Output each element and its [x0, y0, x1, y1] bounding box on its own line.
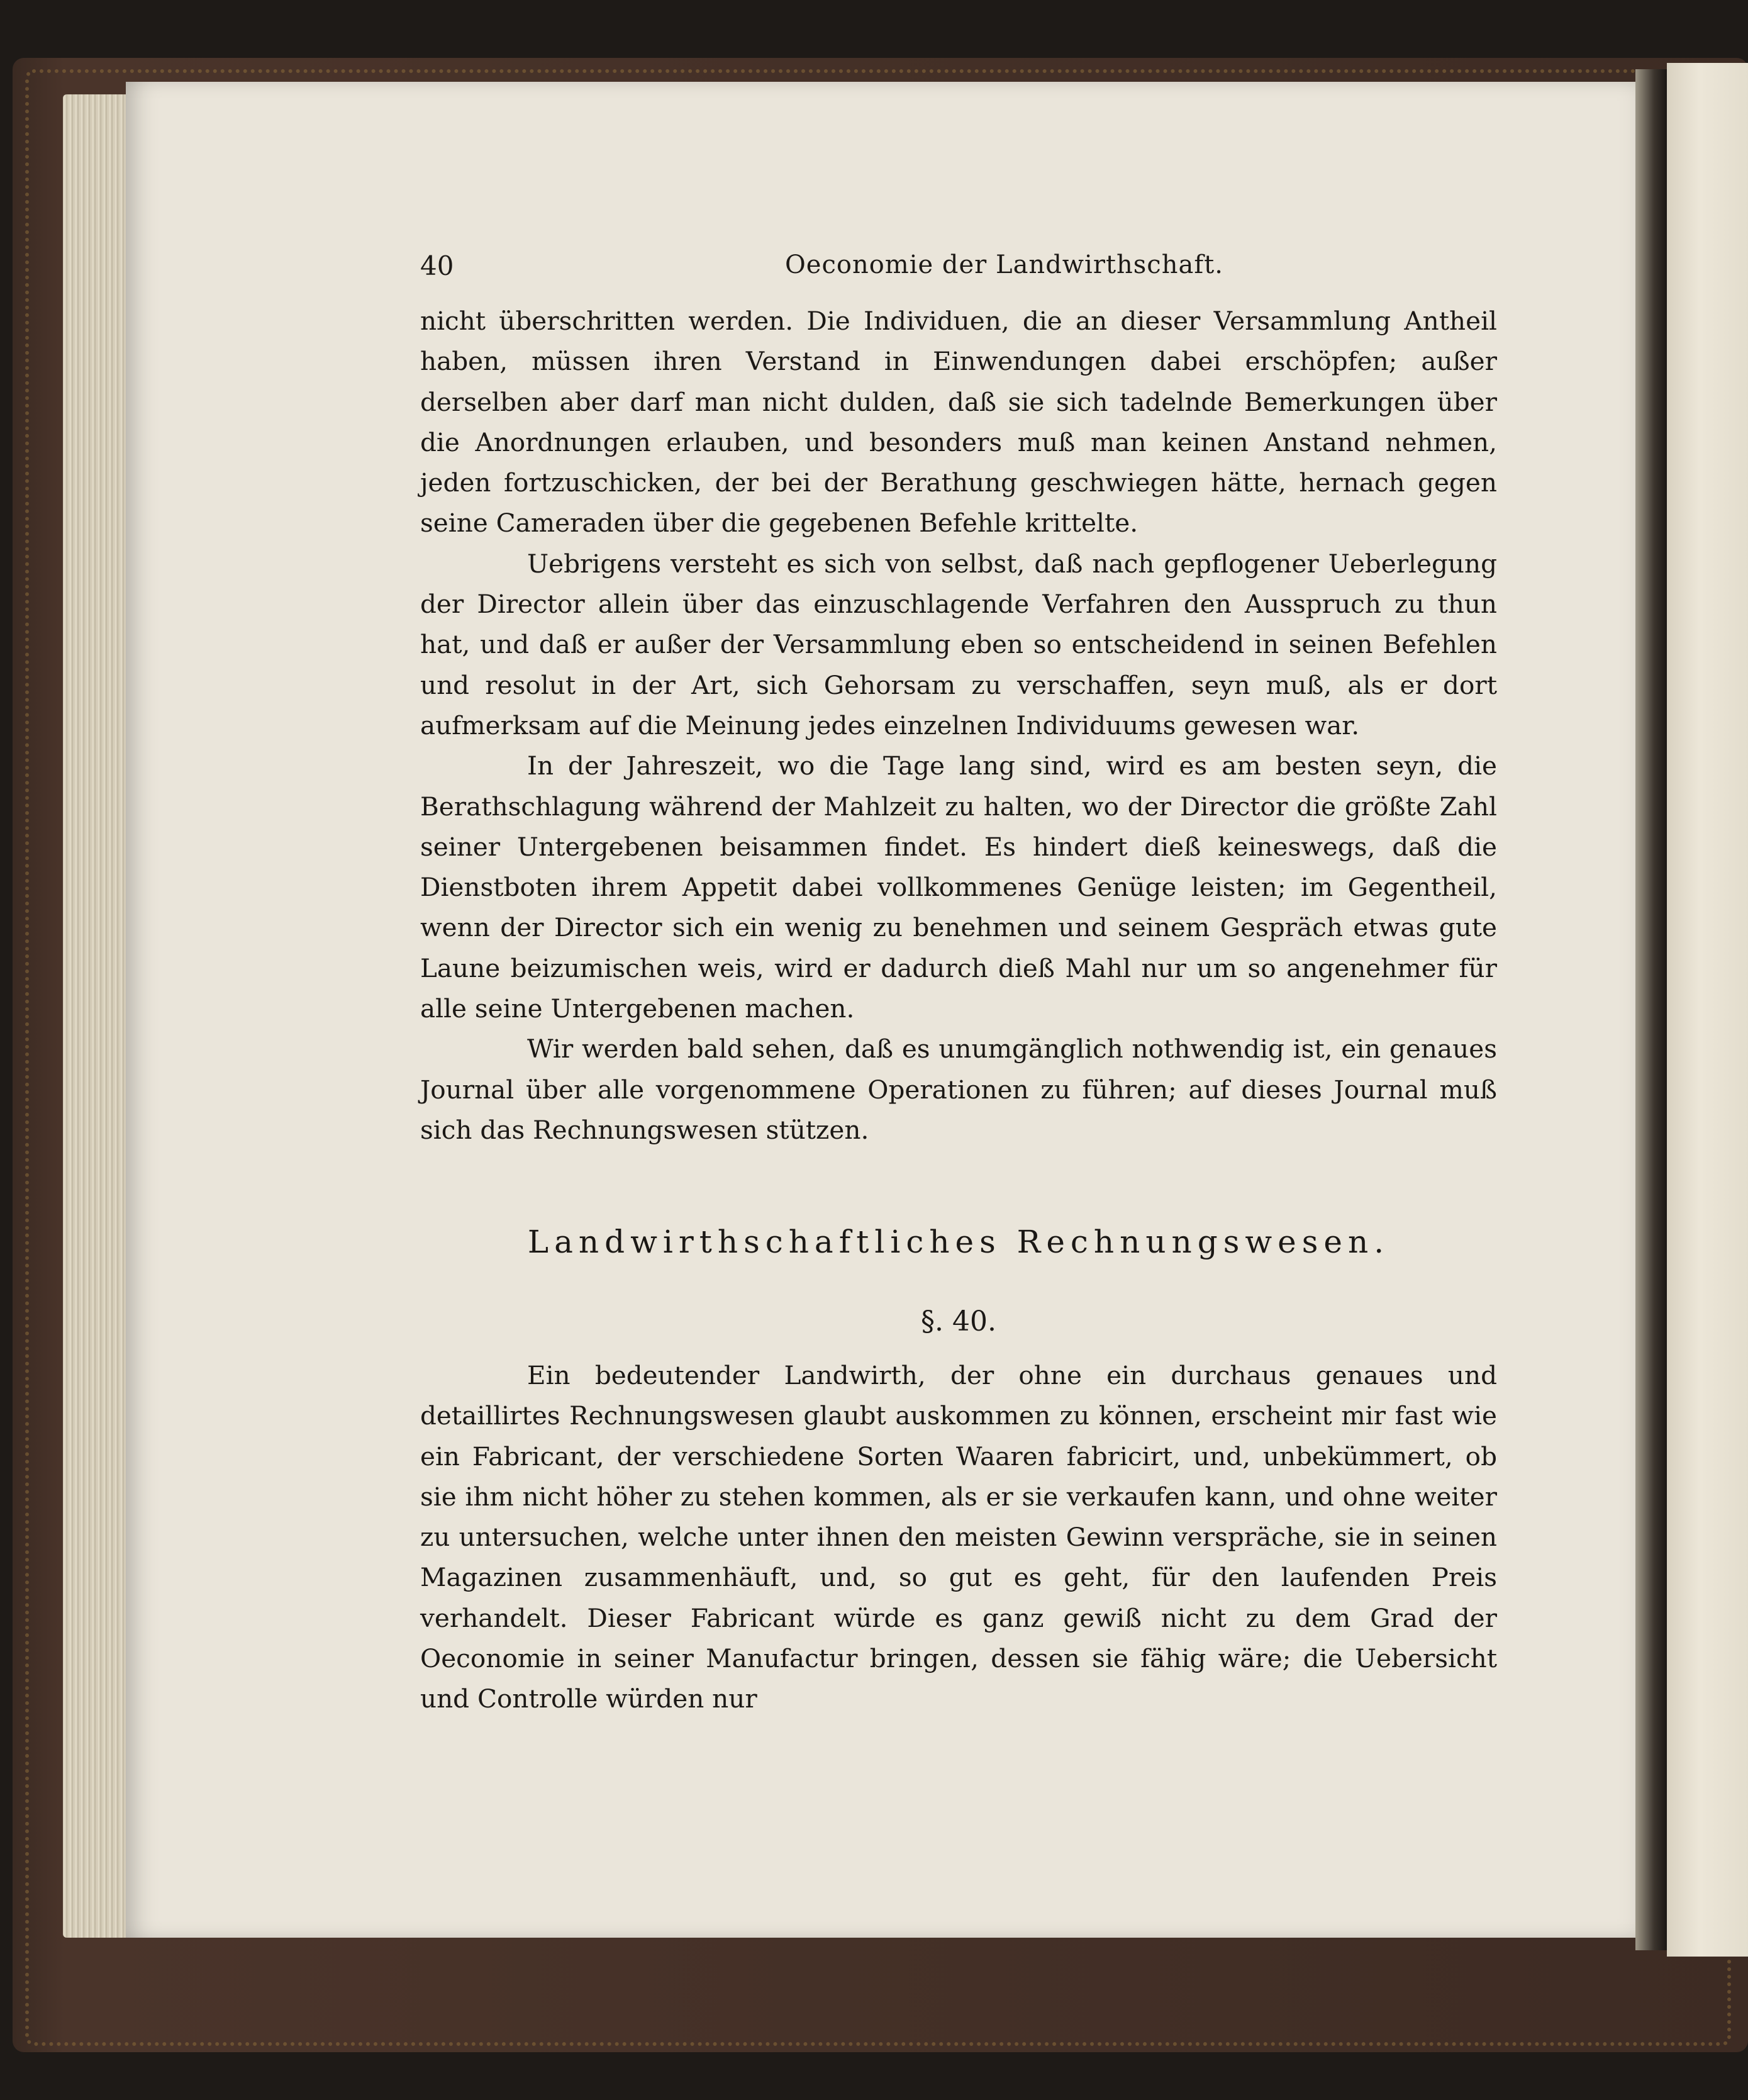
paragraph: Wir werden bald sehen, daß es unumgänglich nothwendig ist, ein genaues Journal über alle vorgenommene Operationen zu führen; auf dieses Journal muß sich das Rechnungswesen stützen. [420, 1034, 1497, 1145]
paragraph: Uebrigens versteht es sich von selbst, daß nach gepflogener Ueberlegung der Director allein über das einzuschlagende Verfahren den Ausspruch zu thun hat, und daß er außer der Versammlung eben so entscheidend in seinen Befehlen und resolut in der Art, sich Gehorsam zu verschaffen, seyn muß, als er dort aufmerksam auf die Meinung jedes einzelnen Individuums gewesen war. [420, 548, 1497, 740]
section-number: §. 40. [921, 1305, 996, 1338]
main-text [420, 301, 1497, 1150]
page-header [420, 250, 1540, 294]
section-text [420, 1355, 1497, 1719]
section-heading: Landwirthschaftliches Rechnungswesen. [527, 1224, 1390, 1260]
page-edges [63, 94, 132, 1938]
paragraph-continued: nicht überschritten werden. Die Individuen, die an dieser Versammlung Antheil haben, müssen ihren Verstand in Einwendungen dabei erschöpfen; außer derselben aber darf man nicht dulden, daß sie sich tadelnde Bemerkungen über die Anordnungen erlauben, und besonders muß man keinen Anstand nehmen, jeden fortzuschicken, der bei der Berathung geschwiegen hätte, hernach gegen seine Cameraden über die gegebenen Befehle krittelte. [420, 306, 1497, 539]
page-number: 40 [420, 250, 454, 281]
spine-gutter [1635, 69, 1667, 1950]
paragraph: In der Jahreszeit, wo die Tage lang sind, wird es am besten seyn, die Berathschlagung während der Mahlzeit zu halten, wo der Director die größte Zahl seiner Untergebenen beisammen findet. Es hindert dieß keineswegs, daß die Dienstboten ihrem Appetit dabei vollkommenes Genüge leisten; im Gegentheil, wenn der Director sich ein wenig zu benehmen und seinem Gespräch etwas gute Laune beizumischen weis, wird er dadurch dieß Mahl nur um so angenehmer für alle seine Untergebenen machen. [420, 751, 1497, 1024]
paragraph: Ein bedeutender Landwirth, der ohne ein durchaus genaues und detaillirtes Rechnungswesen glaubt auskommen zu können, erscheint mir fast wie ein Fabricant, der verschiedene Sorten Waaren fabricirt, und, unbekümmert, ob sie ihm nicht höher zu stehen kommen, als er sie verkaufen kann, und ohne weiter zu untersuchen, welche unter ihnen den meisten Gewinn verspräche, sie in seinen Magazinen zusammenhäuft, und, so gut es geht, für den laufenden Preis verhandelt. Dieser Fabricant würde es ganz gewiß nicht zu dem Grad der Oeconomie in seiner Manufactur bringen, dessen sie fähig wäre; die Uebersicht und Controlle würden nur [420, 1360, 1497, 1714]
running-head: Oeconomie der Landwirthschaft. [785, 250, 1223, 279]
facing-page-edge [1667, 63, 1748, 1957]
